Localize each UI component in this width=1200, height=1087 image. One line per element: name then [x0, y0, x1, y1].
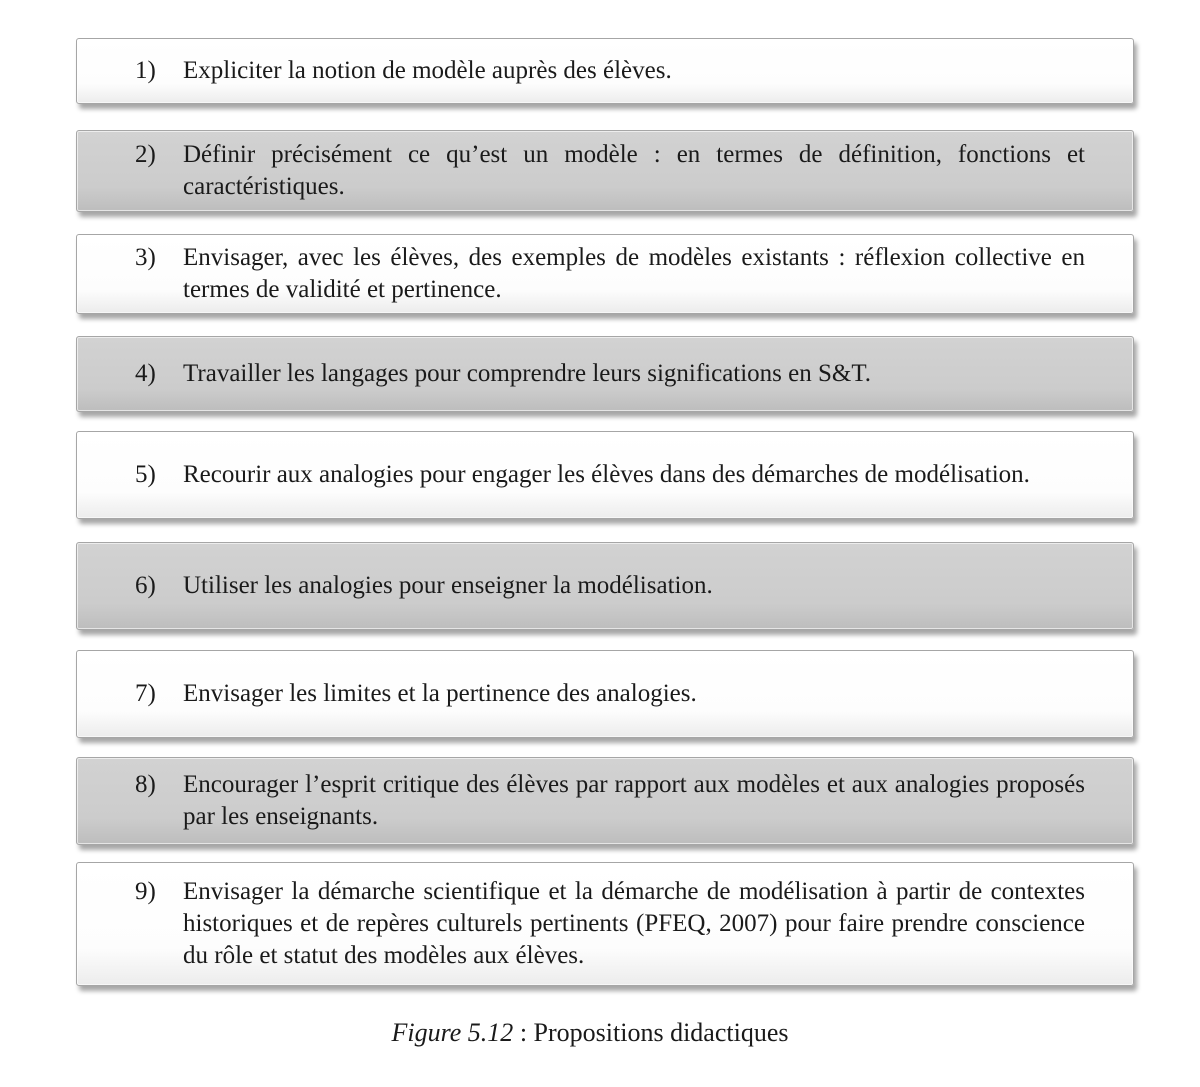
figure-label: Figure 5.12 — [391, 1018, 514, 1047]
proposition-number: 5) — [135, 461, 156, 488]
proposition-text: Envisager la démarche scientifique et la démarche de modélisation à partir de contextes historiques et de repères culturels pertinents (PFEQ, 2007) pour faire prendre conscience du rôle et statut des modèles aux élèves. — [183, 878, 1085, 969]
caption-separator: : — [513, 1018, 534, 1047]
proposition-text: Expliciter la notion de modèle auprès des élèves. — [183, 57, 672, 84]
proposition-row — [135, 139, 1085, 203]
proposition-row — [135, 55, 1085, 87]
proposition-row — [135, 242, 1085, 306]
figure-caption — [0, 1018, 1180, 1048]
proposition-row — [135, 358, 1085, 390]
proposition-text: Encourager l’esprit critique des élèves par rapport aux modèles et aux analogies proposés par les enseignants. — [183, 771, 1085, 830]
caption-title: Propositions didactiques — [533, 1018, 789, 1047]
proposition-row — [135, 678, 1085, 710]
proposition-text: Recourir aux analogies pour engager les élèves dans des démarches de modélisation. — [183, 461, 1030, 488]
proposition-number: 2) — [135, 141, 156, 168]
proposition-box-5 — [76, 431, 1134, 519]
proposition-row — [135, 570, 1085, 602]
proposition-box-1 — [76, 38, 1134, 104]
proposition-text: Définir précisément ce qu’est un modèle : en termes de définition, fonctions et caractéristiques. — [183, 141, 1085, 200]
proposition-box-9 — [76, 862, 1134, 986]
proposition-number: 6) — [135, 572, 156, 599]
proposition-number: 9) — [135, 878, 156, 905]
proposition-box-6 — [76, 542, 1134, 630]
proposition-number: 3) — [135, 244, 156, 271]
proposition-text: Envisager les limites et la pertinence des analogies. — [183, 680, 697, 707]
proposition-number: 7) — [135, 680, 156, 707]
proposition-box-4 — [76, 336, 1134, 412]
proposition-box-8 — [76, 757, 1134, 845]
proposition-text: Utiliser les analogies pour enseigner la modélisation. — [183, 572, 713, 599]
proposition-box-2 — [76, 130, 1134, 212]
proposition-row — [135, 459, 1085, 491]
proposition-number: 4) — [135, 360, 156, 387]
proposition-number: 8) — [135, 771, 156, 798]
proposition-text: Envisager, avec les élèves, des exemples de modèles existants : réflexion collective en termes de validité et pertinence. — [183, 244, 1085, 303]
proposition-box-3 — [76, 234, 1134, 314]
proposition-text: Travailler les langages pour comprendre leurs significations en S&T. — [183, 360, 872, 387]
proposition-box-7 — [76, 650, 1134, 738]
proposition-number: 1) — [135, 57, 156, 84]
proposition-row — [135, 876, 1085, 972]
proposition-row — [135, 769, 1085, 833]
